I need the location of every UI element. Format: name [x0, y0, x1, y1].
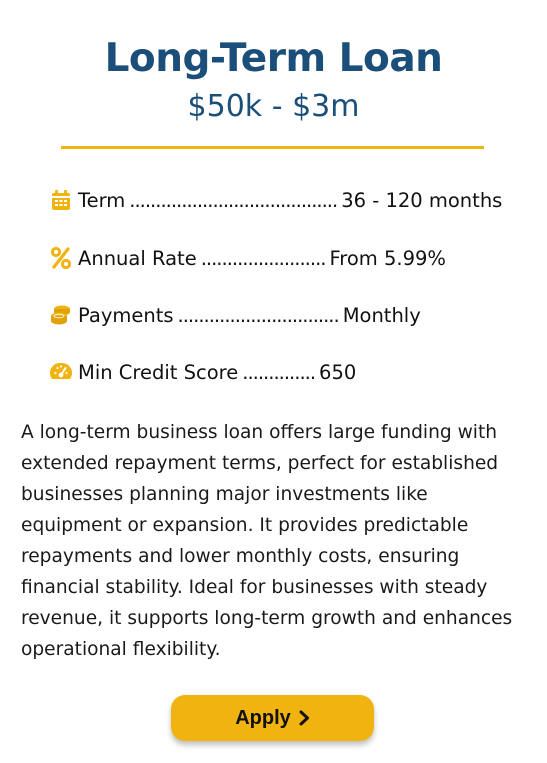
spec-value-annual-rate: From 5.99%	[329, 246, 446, 270]
spec-row-annual-rate	[50, 242, 446, 274]
chevron-right-icon	[299, 710, 310, 726]
apply-button[interactable]	[171, 695, 374, 741]
spec-value-payments: Monthly	[342, 303, 421, 327]
gauge-icon	[50, 361, 72, 383]
spec-label-min-credit-score: Min Credit Score	[78, 360, 239, 384]
spec-value-term: 36 - 120 months	[341, 188, 503, 212]
dot-leader: ........................................	[129, 188, 338, 212]
apply-button-label: Apply	[235, 706, 291, 729]
spec-label-payments: Payments	[78, 303, 174, 327]
spec-row-payments	[50, 299, 421, 331]
spec-label-term: Term	[78, 188, 126, 212]
percent-icon	[50, 247, 72, 269]
coins-icon	[50, 304, 72, 326]
calendar-icon	[50, 189, 72, 211]
divider	[61, 146, 484, 149]
dot-leader: ...............................	[177, 303, 339, 327]
dot-leader: ........................	[200, 246, 326, 270]
loan-description: A long-term business loan offers large funding with extended repayment terms, perfect for established businesses planning major investments like equipment or expansion. It provides predictable repayments and lower monthly costs, ensuring financial stability. Ideal for businesses with steady revenue, it supports long-term growth and enhances operational flexibility.	[21, 422, 513, 660]
dot-leader: ..............	[242, 360, 316, 384]
spec-label-annual-rate: Annual Rate	[78, 246, 197, 270]
amount-range: $50k - $3m	[187, 89, 360, 124]
spec-row-term	[50, 184, 502, 216]
spec-row-min-credit-score	[50, 356, 356, 388]
page-title: Long-Term Loan	[104, 36, 443, 81]
spec-value-min-credit-score: 650	[319, 360, 357, 384]
